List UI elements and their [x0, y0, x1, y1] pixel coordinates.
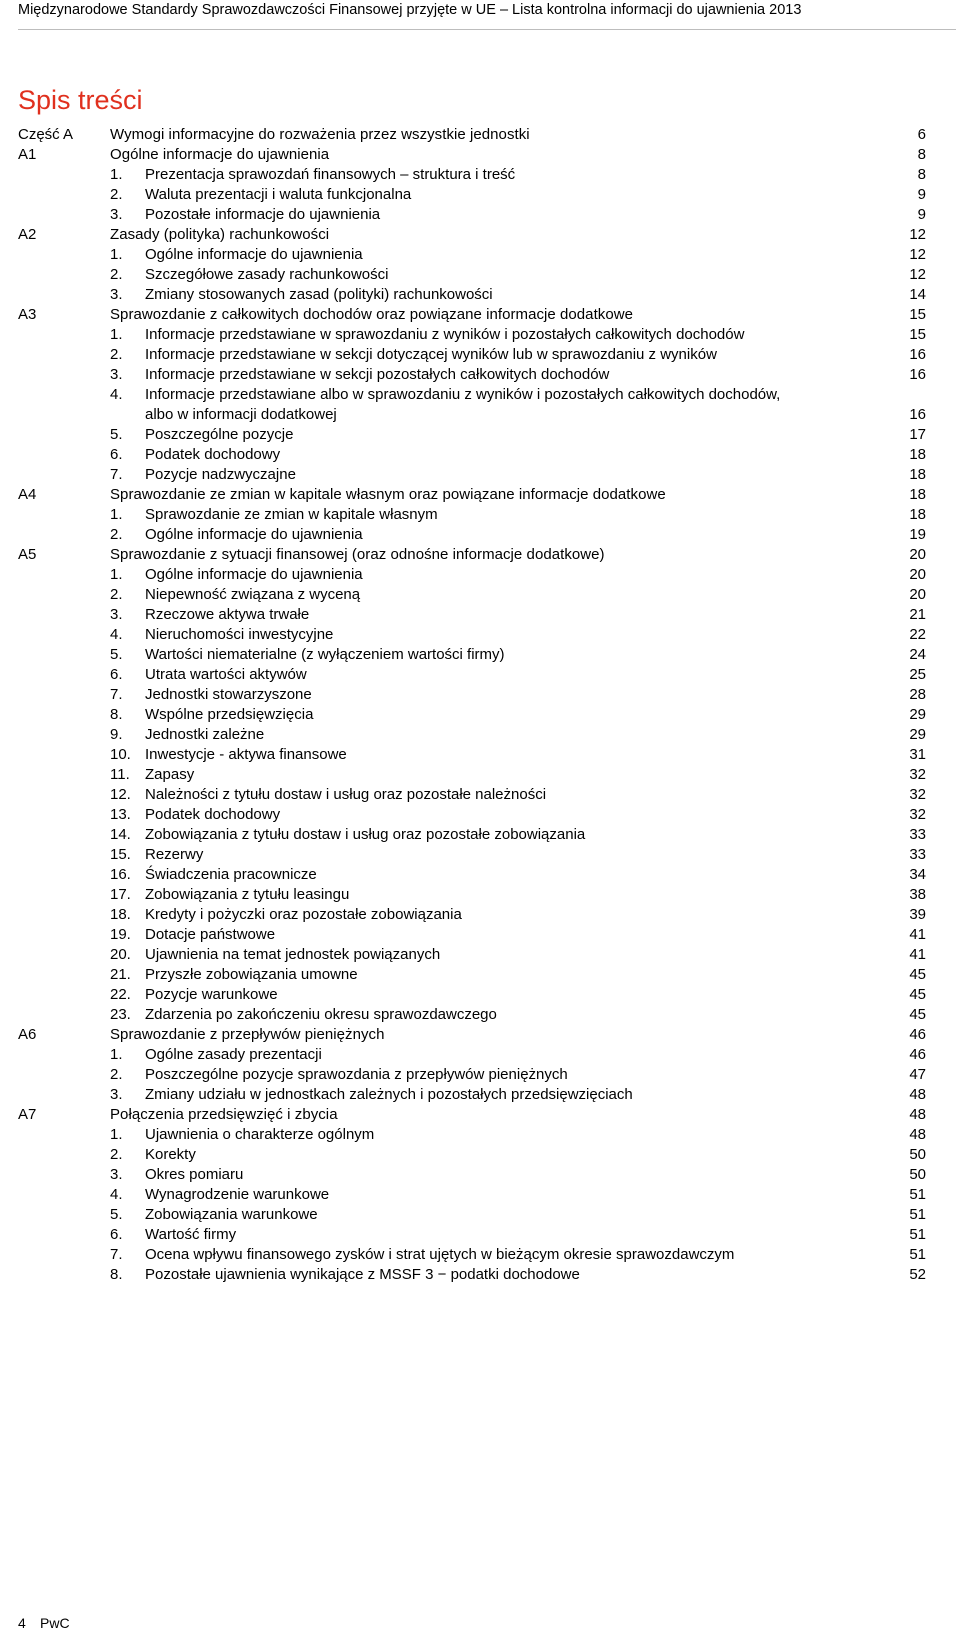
item-title: Inwestycje - aktywa finansowe — [145, 746, 347, 763]
item-page-number: 9 — [917, 186, 926, 203]
page-footer — [18, 1615, 70, 1631]
item-page-number: 14 — [909, 286, 926, 303]
section-page-number: 18 — [909, 486, 926, 503]
toc-item-entry[interactable] — [0, 925, 960, 945]
item-number: 22. — [110, 986, 131, 1003]
item-page-number: 48 — [909, 1086, 926, 1103]
item-number: 8. — [110, 706, 123, 723]
item-number: 7. — [110, 1246, 123, 1263]
section-code: A7 — [18, 1106, 37, 1123]
item-number: 7. — [110, 466, 123, 483]
toc-item-entry[interactable] — [0, 505, 960, 525]
item-page-number: 29 — [909, 706, 926, 723]
item-page-number: 8 — [917, 166, 926, 183]
item-number: 5. — [110, 1206, 123, 1223]
item-number: 2. — [110, 1066, 123, 1083]
item-title: Ogólne informacje do ujawnienia — [145, 566, 363, 583]
running-header: Międzynarodowe Standardy Sprawozdawczości Finansowej przyjęte w UE – Lista kontrolna informacji do ujawnienia 2013 — [18, 2, 802, 18]
item-title: Ogólne zasady prezentacji — [145, 1046, 322, 1063]
item-title: Należności z tytułu dostaw i usług oraz pozostałe należności — [145, 786, 547, 803]
item-title: Zdarzenia po zakończeniu okresu sprawozdawczego — [145, 1006, 497, 1023]
toc-item-entry[interactable] — [0, 445, 960, 465]
item-number: 15. — [110, 846, 131, 863]
toc-item-entry[interactable] — [0, 1225, 960, 1245]
item-title: Utrata wartości aktywów — [145, 666, 307, 683]
item-title: Pozostałe informacje do ujawnienia — [145, 206, 381, 223]
toc-item-entry[interactable] — [0, 725, 960, 745]
item-page-number: 24 — [909, 646, 926, 663]
toc-item-entry[interactable] — [0, 265, 960, 285]
item-number: 13. — [110, 806, 131, 823]
item-page-number: 51 — [909, 1246, 926, 1263]
section-title: Zasady (polityka) rachunkowości — [110, 226, 330, 243]
item-number: 9. — [110, 726, 123, 743]
toc-item-entry[interactable] — [0, 1085, 960, 1105]
item-number: 1. — [110, 166, 123, 183]
item-page-number: 39 — [909, 906, 926, 923]
toc-item-entry[interactable] — [0, 165, 960, 185]
item-number: 3. — [110, 366, 123, 383]
section-page-number: 15 — [909, 306, 926, 323]
item-page-number: 16 — [909, 366, 926, 383]
item-page-number: 28 — [909, 686, 926, 703]
section-page-number: 46 — [909, 1026, 926, 1043]
item-title: Wynagrodzenie warunkowe — [145, 1186, 330, 1203]
toc-item-entry[interactable] — [0, 1065, 960, 1085]
section-page-number: 8 — [917, 146, 926, 163]
item-page-number: 38 — [909, 886, 926, 903]
section-code: A6 — [18, 1026, 37, 1043]
toc-item-entry[interactable] — [0, 885, 960, 905]
section-code: A3 — [18, 306, 37, 323]
item-page-number: 32 — [909, 766, 926, 783]
item-title: Dotacje państwowe — [145, 926, 276, 943]
item-page-number: 34 — [909, 866, 926, 883]
item-number: 21. — [110, 966, 131, 983]
item-number: 17. — [110, 886, 131, 903]
item-title: Poszczególne pozycje — [145, 426, 294, 443]
item-number: 1. — [110, 1126, 123, 1143]
item-title: Informacje przedstawiane albo w sprawozdaniu z wyników i pozostałych całkowitych dochodów, — [145, 386, 781, 403]
toc-item-entry[interactable] — [0, 865, 960, 885]
item-title: Przyszłe zobowiązania umowne — [145, 966, 358, 983]
item-page-number: 17 — [909, 426, 926, 443]
item-number: 12. — [110, 786, 131, 803]
item-number: 3. — [110, 286, 123, 303]
item-title: Podatek dochodowy — [145, 806, 281, 823]
toc-item-entry[interactable] — [0, 185, 960, 205]
item-title: Ocena wpływu finansowego zysków i strat ujętych w bieżącym okresie sprawozdawczym — [145, 1246, 735, 1263]
item-title: Wspólne przedsięwzięcia — [145, 706, 314, 723]
toc-item-entry[interactable] — [0, 1265, 960, 1285]
toc-item-entry[interactable] — [0, 345, 960, 365]
item-title: Rzeczowe aktywa trwałe — [145, 606, 310, 623]
item-title: Nieruchomości inwestycyjne — [145, 626, 334, 643]
item-page-number: 50 — [909, 1166, 926, 1183]
item-title: Ogólne informacje do ujawnienia — [145, 526, 363, 543]
item-title: Ogólne informacje do ujawnienia — [145, 246, 363, 263]
item-number: 19. — [110, 926, 131, 943]
section-title: Ogólne informacje do ujawnienia — [110, 146, 330, 163]
section-page-number: 20 — [909, 546, 926, 563]
header-divider — [18, 29, 956, 30]
toc-item-entry[interactable] — [0, 365, 960, 385]
item-title: Rezerwy — [145, 846, 204, 863]
toc-item-entry[interactable] — [0, 785, 960, 805]
item-title: Pozycje warunkowe — [145, 986, 278, 1003]
toc-item-entry[interactable] — [0, 985, 960, 1005]
item-title: Waluta prezentacji i waluta funkcjonalna — [145, 186, 412, 203]
toc-item-entry[interactable] — [0, 245, 960, 265]
item-number: 8. — [110, 1266, 123, 1283]
toc-item-entry[interactable] — [0, 845, 960, 865]
item-page-number: 32 — [909, 786, 926, 803]
item-page-number: 41 — [909, 946, 926, 963]
item-page-number: 50 — [909, 1146, 926, 1163]
page-number: 4 — [18, 1615, 26, 1631]
item-title: Jednostki stowarzyszone — [145, 686, 312, 703]
item-page-number: 52 — [909, 1266, 926, 1283]
toc-item-entry[interactable] — [0, 825, 960, 845]
item-number: 2. — [110, 526, 123, 543]
toc-item-entry[interactable] — [0, 805, 960, 825]
item-number: 2. — [110, 586, 123, 603]
toc-section-entry[interactable] — [0, 125, 960, 145]
toc-item-entry[interactable] — [0, 465, 960, 485]
toc-item-entry[interactable] — [0, 205, 960, 225]
item-page-number: 20 — [909, 566, 926, 583]
item-number: 1. — [110, 1046, 123, 1063]
item-number: 1. — [110, 566, 123, 583]
item-number: 3. — [110, 1086, 123, 1103]
page-title: Spis treści — [18, 85, 143, 115]
item-page-number: 18 — [909, 506, 926, 523]
toc-item-entry[interactable] — [0, 585, 960, 605]
section-code: A5 — [18, 546, 37, 563]
toc-item-entry[interactable] — [0, 325, 960, 345]
toc-item-entry[interactable] — [0, 945, 960, 965]
item-title-continued: albo w informacji dodatkowej — [145, 406, 337, 423]
toc-section-entry[interactable] — [0, 1105, 960, 1125]
toc-item-entry[interactable] — [0, 385, 960, 405]
toc-item-continuation[interactable] — [0, 405, 960, 425]
item-title: Kredyty i pożyczki oraz pozostałe zobowiązania — [145, 906, 462, 923]
item-title: Sprawozdanie ze zmian w kapitale własnym — [145, 506, 438, 523]
section-page-number: 48 — [909, 1106, 926, 1123]
toc-item-entry[interactable] — [0, 605, 960, 625]
item-title: Zobowiązania z tytułu dostaw i usług oraz pozostałe zobowiązania — [145, 826, 586, 843]
toc-item-entry[interactable] — [0, 1125, 960, 1145]
item-page-number: 15 — [909, 326, 926, 343]
section-title: Sprawozdanie ze zmian w kapitale własnym oraz powiązane informacje dodatkowe — [110, 486, 666, 503]
item-title: Informacje przedstawiane w sprawozdaniu z wyników i pozostałych całkowitych dochodów — [145, 326, 745, 343]
item-number: 4. — [110, 626, 123, 643]
toc-item-entry[interactable] — [0, 525, 960, 545]
item-number: 6. — [110, 666, 123, 683]
item-page-number: 45 — [909, 966, 926, 983]
toc-section-entry[interactable] — [0, 485, 960, 505]
toc-item-entry[interactable] — [0, 765, 960, 785]
toc-item-entry[interactable] — [0, 1145, 960, 1165]
toc-item-entry[interactable] — [0, 705, 960, 725]
section-title: Sprawozdanie z całkowitych dochodów oraz powiązane informacje dodatkowe — [110, 306, 634, 323]
item-number: 10. — [110, 746, 131, 763]
item-number: 6. — [110, 1226, 123, 1243]
item-title: Zobowiązania z tytułu leasingu — [145, 886, 350, 903]
item-number: 5. — [110, 646, 123, 663]
item-page-number: 16 — [909, 406, 926, 423]
item-title: Pozostałe ujawnienia wynikające z MSSF 3 − podatki dochodowe — [145, 1266, 580, 1283]
item-page-number: 25 — [909, 666, 926, 683]
item-number: 4. — [110, 1186, 123, 1203]
item-number: 14. — [110, 826, 131, 843]
toc-item-entry[interactable] — [0, 1205, 960, 1225]
item-title: Okres pomiaru — [145, 1166, 244, 1183]
toc-section-entry[interactable] — [0, 1025, 960, 1045]
toc-item-entry[interactable] — [0, 745, 960, 765]
item-page-number: 12 — [909, 246, 926, 263]
toc-item-entry[interactable] — [0, 425, 960, 445]
item-page-number: 32 — [909, 806, 926, 823]
item-number: 1. — [110, 326, 123, 343]
item-page-number: 18 — [909, 446, 926, 463]
item-number: 18. — [110, 906, 131, 923]
section-title: Wymogi informacyjne do rozważenia przez wszystkie jednostki — [110, 126, 530, 143]
item-page-number: 51 — [909, 1186, 926, 1203]
item-page-number: 51 — [909, 1206, 926, 1223]
toc-item-entry[interactable] — [0, 1185, 960, 1205]
item-page-number: 45 — [909, 1006, 926, 1023]
item-title: Szczegółowe zasady rachunkowości — [145, 266, 389, 283]
item-page-number: 33 — [909, 826, 926, 843]
item-number: 3. — [110, 1166, 123, 1183]
section-code: Część A — [18, 126, 74, 143]
item-number: 2. — [110, 266, 123, 283]
item-number: 1. — [110, 246, 123, 263]
item-title: Jednostki zależne — [145, 726, 265, 743]
toc-item-entry[interactable] — [0, 1245, 960, 1265]
toc-section-entry[interactable] — [0, 545, 960, 565]
toc-item-entry[interactable] — [0, 665, 960, 685]
item-page-number: 45 — [909, 986, 926, 1003]
item-number: 5. — [110, 426, 123, 443]
item-number: 16. — [110, 866, 131, 883]
item-number: 7. — [110, 686, 123, 703]
toc-section-entry[interactable] — [0, 225, 960, 245]
item-title: Wartości niematerialne (z wyłączeniem wartości firmy) — [145, 646, 505, 663]
brand-name: PwC — [40, 1615, 70, 1631]
item-title: Zmiany stosowanych zasad (polityki) rachunkowości — [145, 286, 493, 303]
section-page-number: 6 — [917, 126, 926, 143]
toc-item-entry[interactable] — [0, 645, 960, 665]
toc-item-entry[interactable] — [0, 285, 960, 305]
item-title: Zapasy — [145, 766, 195, 783]
toc-section-entry[interactable] — [0, 305, 960, 325]
item-title: Niepewność związana z wyceną — [145, 586, 361, 603]
item-title: Informacje przedstawiane w sekcji dotyczącej wyników lub w sprawozdaniu z wyników — [145, 346, 717, 363]
item-title: Zobowiązania warunkowe — [145, 1206, 318, 1223]
toc-item-entry[interactable] — [0, 1005, 960, 1025]
item-number: 6. — [110, 446, 123, 463]
item-title: Podatek dochodowy — [145, 446, 281, 463]
item-page-number: 9 — [917, 206, 926, 223]
item-page-number: 33 — [909, 846, 926, 863]
section-title: Sprawozdanie z przepływów pieniężnych — [110, 1026, 385, 1043]
toc-item-entry[interactable] — [0, 1165, 960, 1185]
item-number: 3. — [110, 606, 123, 623]
section-code: A2 — [18, 226, 37, 243]
item-title: Ujawnienia o charakterze ogólnym — [145, 1126, 375, 1143]
item-number: 2. — [110, 1146, 123, 1163]
toc-item-entry[interactable] — [0, 965, 960, 985]
item-page-number: 21 — [909, 606, 926, 623]
item-title: Informacje przedstawiane w sekcji pozostałych całkowitych dochodów — [145, 366, 610, 383]
item-title: Świadczenia pracownicze — [145, 866, 317, 883]
section-title: Połączenia przedsięwzięć i zbycia — [110, 1106, 338, 1123]
item-page-number: 47 — [909, 1066, 926, 1083]
item-page-number: 19 — [909, 526, 926, 543]
item-number: 11. — [110, 766, 130, 783]
item-title: Pozycje nadzwyczajne — [145, 466, 296, 483]
item-number: 20. — [110, 946, 131, 963]
item-page-number: 18 — [909, 466, 926, 483]
item-title: Wartość firmy — [145, 1226, 237, 1243]
item-number: 3. — [110, 206, 123, 223]
item-number: 23. — [110, 1006, 131, 1023]
item-page-number: 16 — [909, 346, 926, 363]
item-title: Ujawnienia na temat jednostek powiązanych — [145, 946, 441, 963]
item-page-number: 41 — [909, 926, 926, 943]
toc-item-entry[interactable] — [0, 1045, 960, 1065]
section-code: A4 — [18, 486, 37, 503]
item-page-number: 48 — [909, 1126, 926, 1143]
item-page-number: 29 — [909, 726, 926, 743]
item-page-number: 51 — [909, 1226, 926, 1243]
toc-item-entry[interactable] — [0, 565, 960, 585]
toc-section-entry[interactable] — [0, 145, 960, 165]
item-page-number: 20 — [909, 586, 926, 603]
section-code: A1 — [18, 146, 37, 163]
toc-item-entry[interactable] — [0, 905, 960, 925]
item-number: 2. — [110, 346, 123, 363]
item-number: 1. — [110, 506, 123, 523]
table-of-contents — [0, 125, 960, 1285]
item-page-number: 22 — [909, 626, 926, 643]
section-title: Sprawozdanie z sytuacji finansowej (oraz odnośne informacje dodatkowe) — [110, 546, 605, 563]
section-page-number: 12 — [909, 226, 926, 243]
item-page-number: 31 — [909, 746, 926, 763]
item-title: Poszczególne pozycje sprawozdania z przepływów pieniężnych — [145, 1066, 568, 1083]
item-page-number: 46 — [909, 1046, 926, 1063]
item-title: Korekty — [145, 1146, 196, 1163]
toc-item-entry[interactable] — [0, 685, 960, 705]
item-number: 4. — [110, 386, 123, 403]
item-title: Prezentacja sprawozdań finansowych – struktura i treść — [145, 166, 516, 183]
item-number: 2. — [110, 186, 123, 203]
toc-item-entry[interactable] — [0, 625, 960, 645]
item-page-number: 12 — [909, 266, 926, 283]
item-title: Zmiany udziału w jednostkach zależnych i pozostałych przedsięwzięciach — [145, 1086, 633, 1103]
